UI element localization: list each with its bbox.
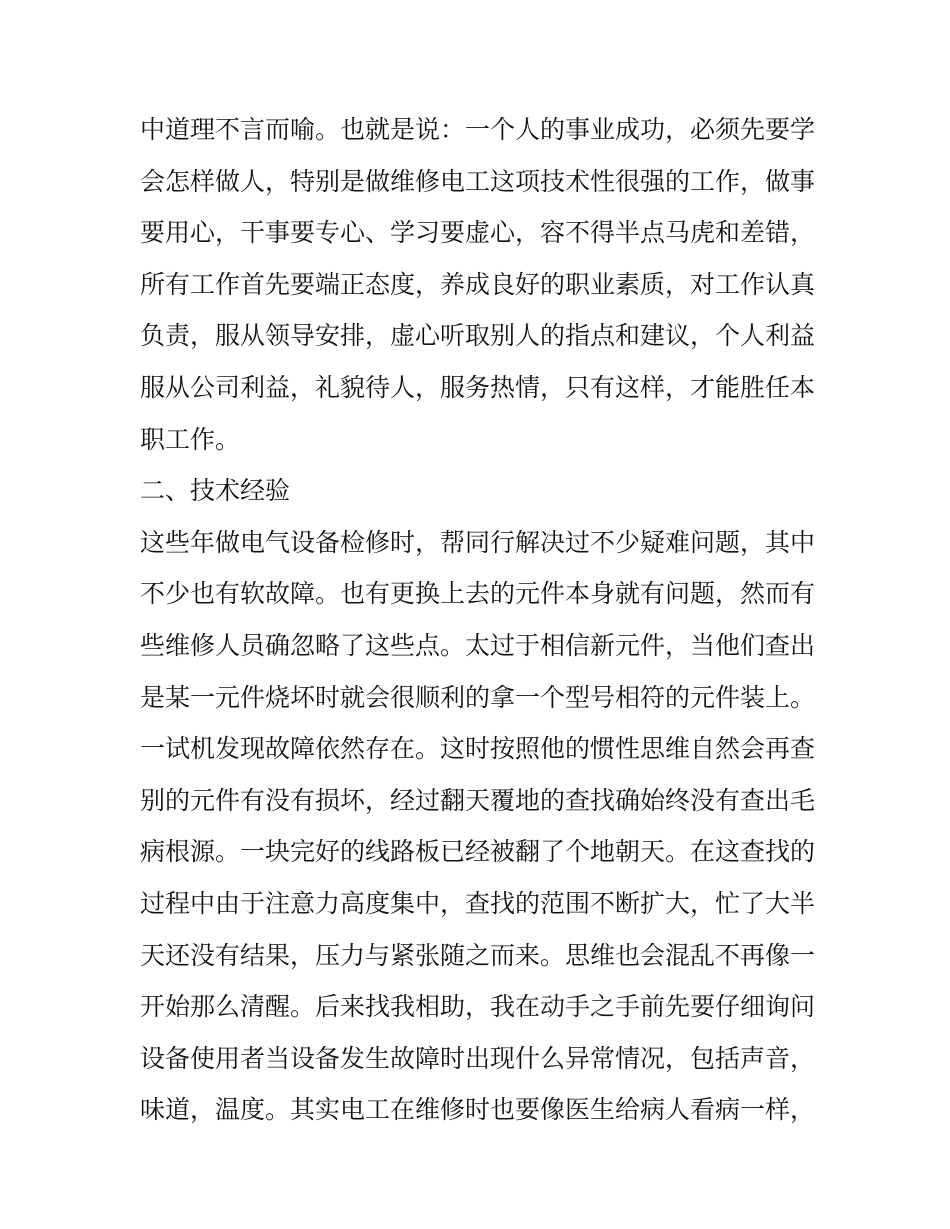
body-text: [140, 104, 820, 1136]
text-line: 所有工作首先要端正态度，养成良好的职业素质，对工作认真: [140, 269, 816, 299]
text-line: 这些年做电气设备检修时，帮同行解决过不少疑难问题，其中: [140, 527, 816, 557]
text-line: 设备使用者当设备发生故障时出现什么异常情况，包括声音，: [140, 1043, 816, 1073]
text-line: 开始那么清醒。后来找我相助，我在动手之手前先要仔细询问: [140, 992, 816, 1022]
text-line: 会怎样做人，特别是做维修电工这项技术性很强的工作，做事: [140, 166, 816, 196]
text-line: 别的元件有没有损坏，经过翻天覆地的查找确始终没有查出毛: [140, 785, 816, 815]
text-line: 过程中由于注意力高度集中，查找的范围不断扩大，忙了大半: [140, 888, 816, 918]
text-line: 一试机发现故障依然存在。这时按照他的惯性思维自然会再查: [140, 734, 816, 764]
text-line: 天还没有结果，压力与紧张随之而来。思维也会混乱不再像一: [140, 940, 816, 970]
text-line: 中道理不言而喻。也就是说：一个人的事业成功，必须先要学: [140, 115, 816, 144]
section-heading: 二、技术经验: [140, 476, 291, 506]
text-line: 职工作。: [140, 424, 241, 454]
text-line: 不少也有软故障。也有更换上去的元件本身就有问题，然而有: [140, 579, 816, 609]
text-line: 味道，温度。其实电工在维修时也要像医生给病人看病一样，: [140, 1095, 816, 1125]
text-line: 病根源。一块完好的线路板已经被翻了个地朝天。在这查找的: [140, 837, 816, 867]
text-line: 服从公司利益，礼貌待人，服务热情，只有这样，才能胜任本: [140, 372, 816, 402]
text-line: 负责，服从领导安排，虚心听取别人的指点和建议，个人利益: [140, 321, 816, 351]
text-line: 是某一元件烧坏时就会很顺利的拿一个型号相符的元件装上。: [140, 682, 816, 712]
text-line: 要用心，干事要专心、学习要虚心，容不得半点马虎和差错，: [140, 218, 816, 248]
text-line: 些维修人员确忽略了这些点。太过于相信新元件，当他们查出: [140, 630, 816, 660]
